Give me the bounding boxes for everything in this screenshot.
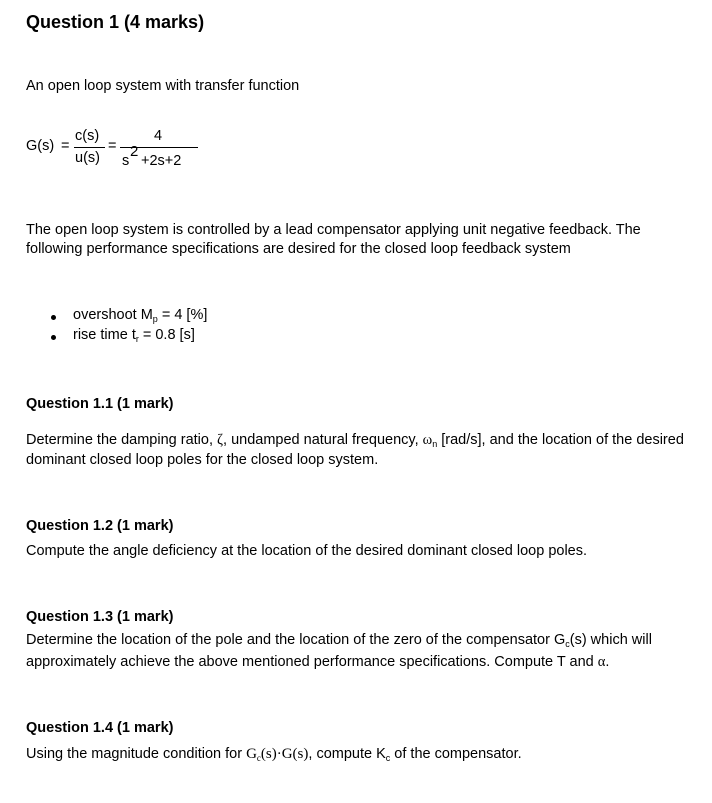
bullet-icon xyxy=(51,335,56,340)
question-1-2-line-1: Compute the angle deficiency at the location of the desired dominant closed loop poles. xyxy=(26,543,588,559)
question-1-3-line-2: approximately achieve the above mentioned performance specifications. Compute T and α. xyxy=(26,654,610,670)
spec-rise-time: rise time $t_r = 0.8$ [s] xyxy=(73,327,195,344)
question-1-1-title: Question 1.1 (1 mark) xyxy=(26,396,174,412)
question-1-3-title: Question 1.3 (1 mark) xyxy=(26,609,174,625)
equation-numerator-1: c(s) xyxy=(75,128,100,144)
zeta-symbol: ζ xyxy=(217,432,224,448)
equation-equals-2: = xyxy=(108,138,117,154)
spec-overshoot: overshoot $M_p = 4$ [%] xyxy=(73,307,208,324)
question-1-1-line-1: Determine the damping ratio, ζ, undamped natural frequency, $\omega_n$ [rad/s], and the location of the desired xyxy=(26,432,684,449)
fraction-line-1 xyxy=(74,147,105,148)
intro-text: An open loop system with transfer function xyxy=(26,78,300,94)
question-1-4-line-1: Using the magnitude condition for $G_c(s)\cdot G(s)$, compute $K_c$ of the compensator. xyxy=(26,746,522,763)
question-1-4-title: Question 1.4 (1 mark) xyxy=(26,720,174,736)
description-line-1: The open loop system is controlled by a lead compensator applying unit negative feedback. The xyxy=(26,222,641,238)
question-1-3-line-1: Determine the location of the pole and the location of the zero of the compensator $G_c(s)$ which will xyxy=(26,632,652,649)
alpha-symbol: α xyxy=(597,654,606,670)
equation-denominator-2-exponent: 2 xyxy=(130,143,139,160)
equation-lhs: G(s) xyxy=(26,138,55,154)
question-1-2-title: Question 1.2 (1 mark) xyxy=(26,518,174,534)
gc-expression: $G_c(s)\cdot G(s)$ xyxy=(246,746,309,763)
question-1-title: Question 1 (4 marks) xyxy=(26,12,205,32)
equation-numerator-2: 4 xyxy=(154,128,163,144)
equation-denominator-2-rest: +2s+2 xyxy=(141,153,182,169)
omega-symbol: ω xyxy=(422,432,433,448)
question-1-1-line-2: dominant closed loop poles for the closed loop system. xyxy=(26,452,379,468)
description-line-2: following performance specifications are desired for the closed loop feedback system xyxy=(26,241,571,257)
equation-denominator-2-s: s xyxy=(122,153,130,169)
equation-denominator-1: u(s) xyxy=(75,150,100,166)
equation-equals-1: = xyxy=(61,138,70,154)
bullet-icon xyxy=(51,315,56,320)
